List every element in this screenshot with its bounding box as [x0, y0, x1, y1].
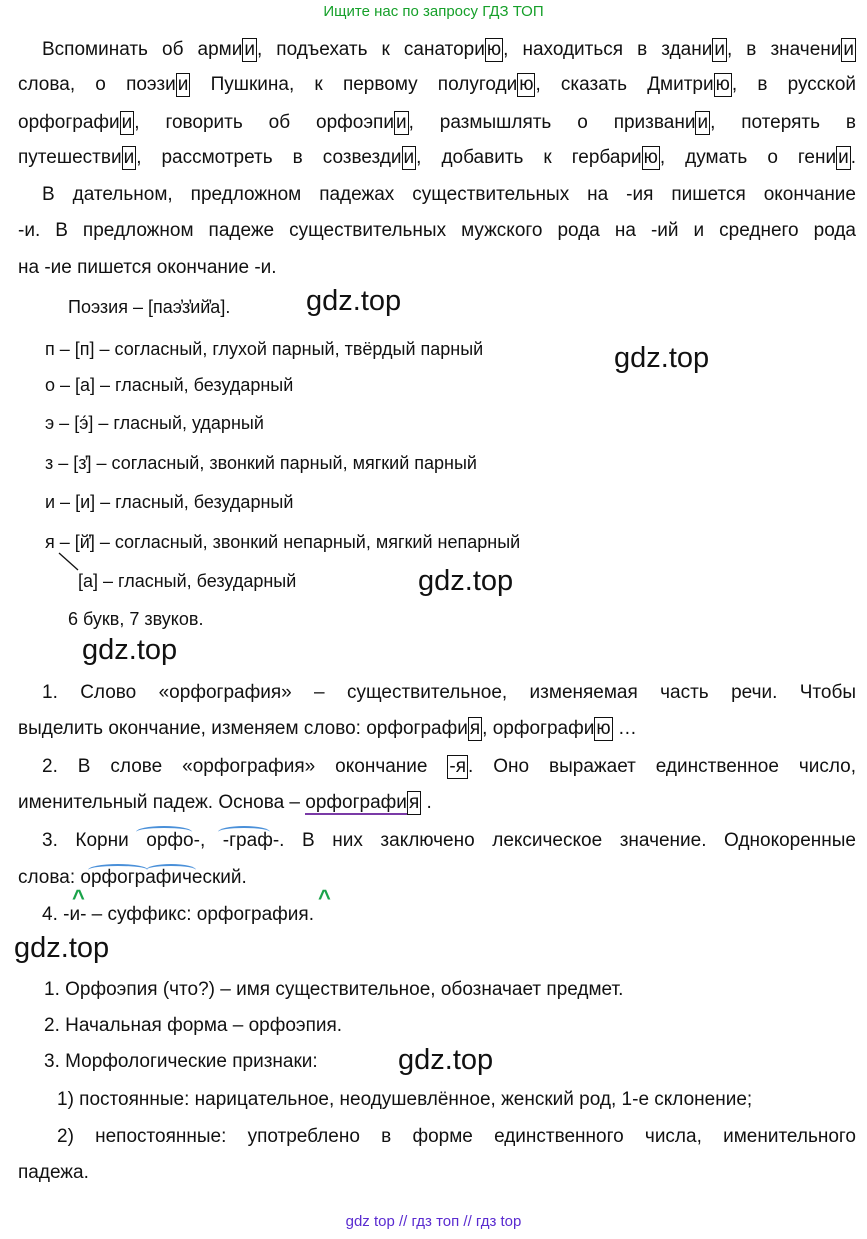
- morph-line: 2. Начальная форма – орфоэпия.: [44, 1015, 343, 1036]
- text: 3. Корни орфо-, -граф-. В них заключено лексическое значение. Однокоренные: [42, 830, 856, 851]
- ending-box: ю: [643, 147, 658, 168]
- watermark: gdz.top: [418, 565, 514, 597]
- morph-line: 1. Орфоэпия (что?) – имя существительное, обозначает предмет.: [44, 979, 624, 1000]
- text: …: [612, 718, 637, 739]
- ending-box: и: [697, 112, 709, 133]
- ending-box: и: [838, 147, 849, 168]
- ending-box: и: [395, 112, 407, 133]
- ending-box: я: [469, 718, 481, 739]
- ending-box: я: [408, 792, 420, 813]
- text: 1. Слово «орфография» – существительное, изменяемая часть речи. Чтобы: [42, 682, 856, 703]
- text: , говорить об орфоэпи: [134, 112, 394, 133]
- ex1-line-2: [18, 73, 856, 97]
- watermark: gdz.top: [306, 285, 402, 317]
- phonetic-row: о – [а] – гласный, безударный: [45, 375, 294, 395]
- morphemic-p4: 4. -и- – суффикс: орфография.: [42, 904, 314, 925]
- text: Вспоминать об арми: [42, 39, 243, 60]
- text: , в русской: [731, 74, 857, 95]
- text: выделить окончание, изменяем слово: орфографи: [18, 718, 468, 739]
- phonetic-row: я – [й̓] – согласный, звонкий непарный, мягкий непарный: [45, 532, 521, 552]
- ex1-line-3: [18, 111, 856, 135]
- ending-box: и: [121, 112, 133, 133]
- morphemic-p2-line-1: [18, 755, 856, 779]
- ending-box: ю: [596, 718, 611, 739]
- suffix-caret: ^: [318, 885, 331, 910]
- ex1-line-4: [18, 146, 856, 170]
- morphemic-p3-line-2: слова: орфографический.: [18, 867, 247, 888]
- rule-line-1: [18, 183, 856, 207]
- watermark: gdz.top: [398, 1044, 494, 1076]
- phonetic-row: з – [з̓] – согласный, звонкий парный, мягкий парный: [45, 453, 477, 473]
- ending-box: -я: [449, 756, 467, 777]
- morph-line: 3. Морфологические признаки:: [44, 1051, 318, 1072]
- ending-box: ю: [715, 74, 730, 95]
- ending-box: и: [714, 39, 725, 60]
- text: В дательном, предложном падежах существительных на -ия пишется окончание: [42, 184, 856, 205]
- phonetic-row: и – [и] – гласный, безударный: [45, 492, 294, 512]
- morphemic-p3-line-1: [18, 829, 856, 853]
- text: , размышлять о призвани: [408, 112, 696, 133]
- text: 2) непостоянные: употреблено в форме единственного числа, именительного: [57, 1126, 856, 1147]
- morphemic-p1-line-2: [18, 717, 637, 741]
- text: , сказать Дмитри: [535, 74, 714, 95]
- text: Пушкина, к первому полугоди: [190, 74, 518, 95]
- text: путешестви: [18, 147, 122, 168]
- ending-box: ю: [519, 74, 534, 95]
- text: .: [421, 792, 432, 813]
- rule-line-2: [18, 219, 856, 243]
- text: , добавить к гербари: [416, 147, 642, 168]
- morphemic-p1-line-1: [18, 681, 856, 705]
- text: , подъехать к санатори: [256, 39, 485, 60]
- ending-box: и: [403, 147, 415, 168]
- ending-box: и: [123, 147, 135, 168]
- morphemic-p2-line-2: [18, 791, 432, 815]
- text: , орфографи: [482, 718, 595, 739]
- text: .: [850, 147, 856, 168]
- text: именительный падеж. Основа –: [18, 792, 306, 813]
- text: , думать о гени: [659, 147, 837, 168]
- morph-line: 1) постоянные: нарицательное, неодушевлённое, женский род, 1-е склонение;: [57, 1089, 753, 1110]
- phonetic-row: э – [э́] – гласный, ударный: [45, 413, 264, 433]
- morph-line: [18, 1125, 856, 1149]
- morph-line: падежа.: [18, 1162, 89, 1183]
- text: , потерять в: [710, 112, 856, 133]
- watermark: gdz.top: [82, 634, 178, 666]
- suffix-caret: ^: [72, 885, 85, 910]
- ending-box: и: [244, 39, 255, 60]
- text: . Оно выражает единственное число,: [468, 756, 856, 777]
- text: , рассмотреть в созвезди: [136, 147, 402, 168]
- phonetic-title: Поэзия – [паэ̓з̓ий̓а].: [68, 297, 231, 317]
- stem-underline: орфографи: [305, 792, 407, 813]
- text: 2. В слове «орфография» окончание: [42, 756, 448, 777]
- bottom-banner: gdz top // гдз топ // гдз top: [345, 1213, 522, 1230]
- watermark: gdz.top: [614, 342, 710, 374]
- watermark: gdz.top: [14, 932, 110, 964]
- phonetic-summary: 6 букв, 7 звуков.: [68, 609, 204, 629]
- ending-box: и: [177, 74, 189, 95]
- text: -и. В предложном падеже существительных мужского рода на -ий и среднего рода: [18, 220, 856, 241]
- text: слова, о поэзи: [18, 74, 176, 95]
- top-banner: Ищите нас по запросу ГДЗ ТОП: [323, 3, 544, 20]
- text: орфографи: [18, 112, 120, 133]
- ending-box: и: [843, 39, 855, 60]
- rule-line-3: на -ие пишется окончание -и.: [18, 257, 277, 278]
- ex1-line-1: [18, 38, 856, 62]
- text: , в значени: [726, 39, 842, 60]
- phonetic-row: [а] – гласный, безударный: [78, 571, 297, 591]
- phonetic-row: п – [п] – согласный, глухой парный, твёрдый парный: [45, 339, 484, 359]
- text: , находиться в здани: [503, 39, 713, 60]
- ending-box: ю: [486, 39, 502, 60]
